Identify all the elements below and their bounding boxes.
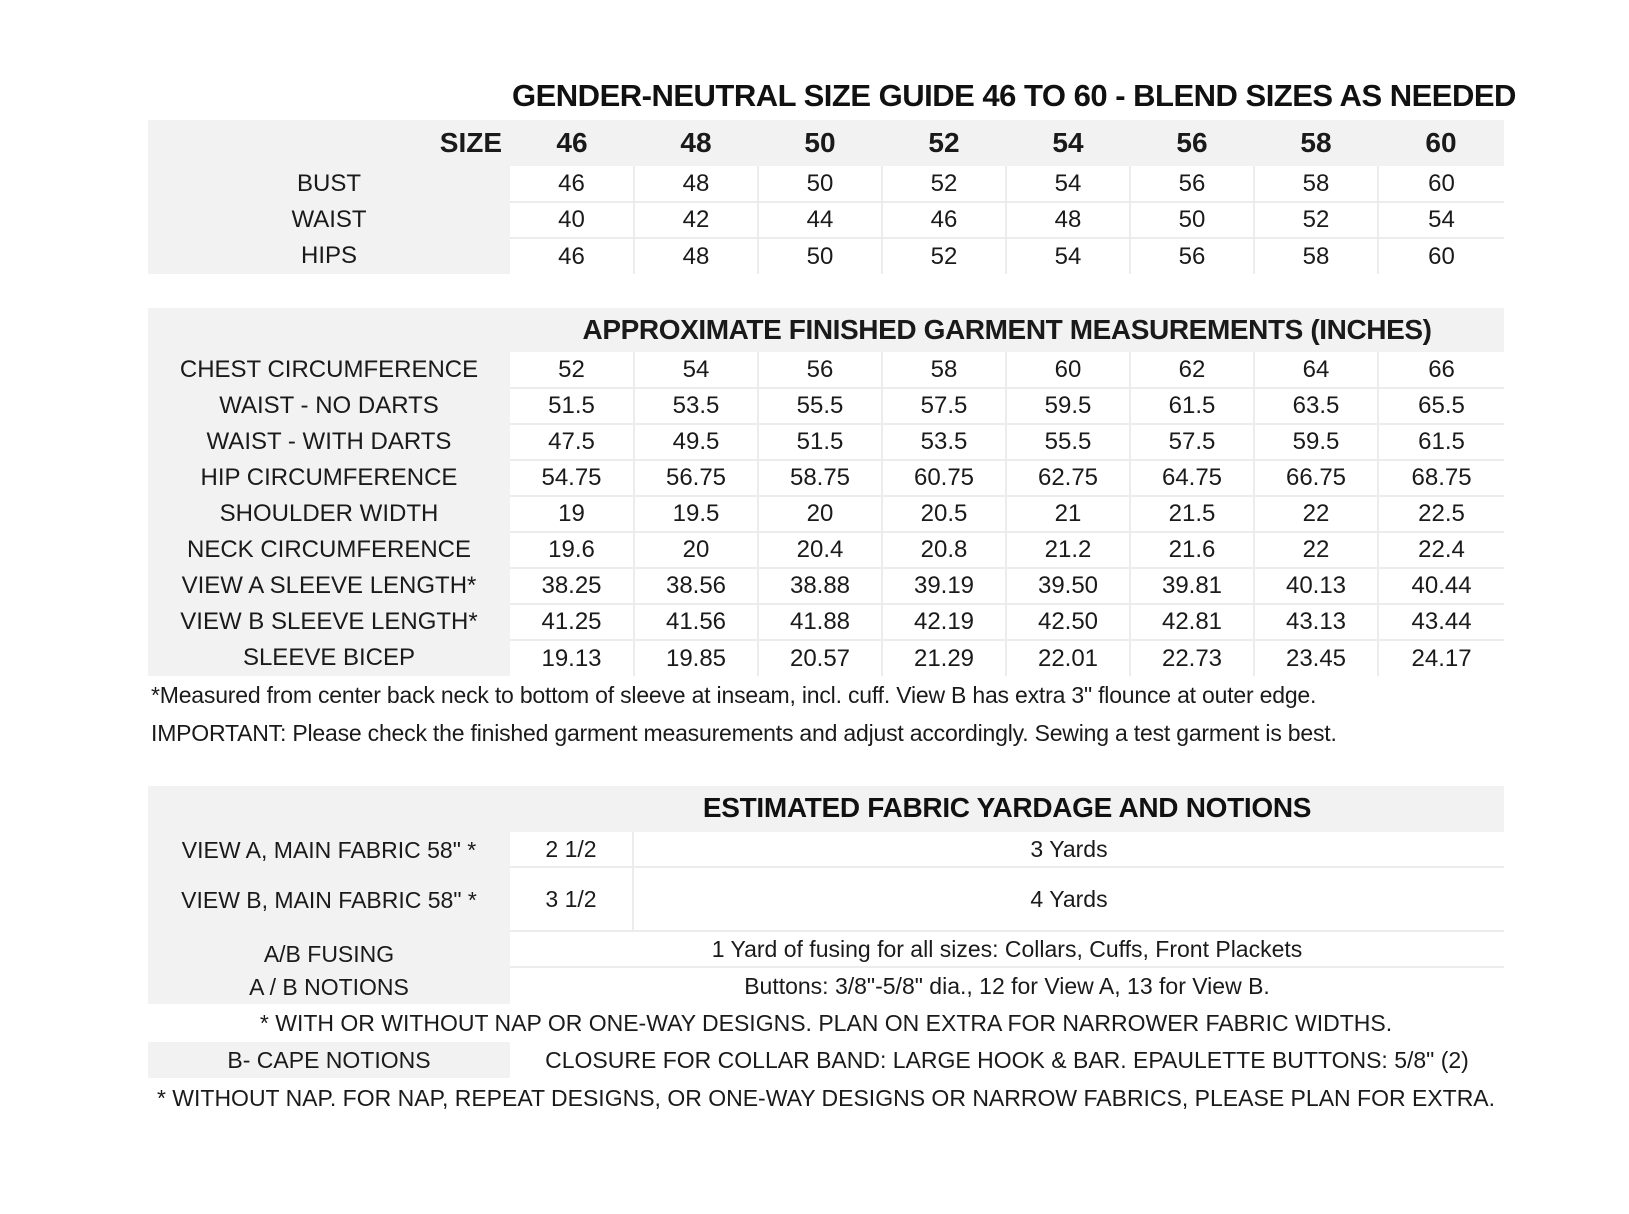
table-cell: 42.81 bbox=[1130, 604, 1254, 640]
table-cell: 23.45 bbox=[1254, 640, 1378, 676]
table-cell: 60 bbox=[1006, 352, 1130, 388]
garment-title-spacer bbox=[148, 308, 510, 352]
table-cell: 39.19 bbox=[882, 568, 1006, 604]
view-b-large-sizes: 4 Yards bbox=[634, 868, 1504, 932]
table-cell: 20.57 bbox=[758, 640, 882, 676]
table-cell: 66 bbox=[1378, 352, 1504, 388]
size-header: 50 bbox=[758, 120, 882, 166]
view-b-small-sizes: 3 1/2 bbox=[510, 868, 634, 932]
table-cell: 22.4 bbox=[1378, 532, 1504, 568]
table-cell: 38.56 bbox=[634, 568, 758, 604]
table-cell: 62.75 bbox=[1006, 460, 1130, 496]
size-header: 46 bbox=[510, 120, 634, 166]
table-cell: 68.75 bbox=[1378, 460, 1504, 496]
table-cell: 38.25 bbox=[510, 568, 634, 604]
row-label: VIEW B SLEEVE LENGTH* bbox=[148, 604, 510, 640]
table-cell: 54 bbox=[1378, 202, 1504, 238]
table-cell: 54.75 bbox=[510, 460, 634, 496]
table-cell: 38.88 bbox=[758, 568, 882, 604]
table-cell: 39.81 bbox=[1130, 568, 1254, 604]
table-cell: 61.5 bbox=[1130, 388, 1254, 424]
row-label: NECK CIRCUMFERENCE bbox=[148, 532, 510, 568]
table-cell: 53.5 bbox=[882, 424, 1006, 460]
table-cell: 66.75 bbox=[1254, 460, 1378, 496]
row-label: BUST bbox=[148, 166, 510, 202]
table-cell: 48 bbox=[1006, 202, 1130, 238]
table-cell: 63.5 bbox=[1254, 388, 1378, 424]
size-header: 48 bbox=[634, 120, 758, 166]
table-cell: 43.13 bbox=[1254, 604, 1378, 640]
cape-notions-label: B- CAPE NOTIONS bbox=[227, 1046, 431, 1073]
table-cell: 39.50 bbox=[1006, 568, 1130, 604]
table-cell: 64.75 bbox=[1130, 460, 1254, 496]
table-cell: 22.73 bbox=[1130, 640, 1254, 676]
table-cell: 19.13 bbox=[510, 640, 634, 676]
cape-notions-value: CLOSURE FOR COLLAR BAND: LARGE HOOK & BAR. EPAULETTE BUTTONS: 5/8" (2) bbox=[510, 1042, 1504, 1078]
table-cell: 60 bbox=[1378, 166, 1504, 202]
table-cell: 59.5 bbox=[1006, 388, 1130, 424]
table-cell: 55.5 bbox=[758, 388, 882, 424]
table-cell: 40.44 bbox=[1378, 568, 1504, 604]
row-label: WAIST - NO DARTS bbox=[148, 388, 510, 424]
table-cell: 61.5 bbox=[1378, 424, 1504, 460]
table-cell: 19.6 bbox=[510, 532, 634, 568]
view-b-label: VIEW B, MAIN FABRIC 58" * bbox=[181, 886, 477, 913]
view-a-large-sizes: 3 Yards bbox=[634, 832, 1504, 868]
size-header: 54 bbox=[1006, 120, 1130, 166]
table-cell: 56 bbox=[1130, 238, 1254, 274]
table-cell: 21.29 bbox=[882, 640, 1006, 676]
table-cell: 24.17 bbox=[1378, 640, 1504, 676]
table-cell: 22.01 bbox=[1006, 640, 1130, 676]
table-cell: 48 bbox=[634, 166, 758, 202]
table-cell: 49.5 bbox=[634, 424, 758, 460]
nap-note: * WITH OR WITHOUT NAP OR ONE-WAY DESIGNS. PLAN ON EXTRA FOR NARROWER FABRIC WIDTHS. bbox=[259, 1009, 1393, 1036]
size-header: 58 bbox=[1254, 120, 1378, 166]
table-cell: 52 bbox=[882, 166, 1006, 202]
table-cell: 50 bbox=[758, 166, 882, 202]
table-cell: 48 bbox=[634, 238, 758, 274]
table-cell: 21.2 bbox=[1006, 532, 1130, 568]
important-note: IMPORTANT: Please check the finished garment measurements and adjust accordingly. Sewing a test garment is best. bbox=[151, 720, 1337, 746]
table-cell: 56 bbox=[1130, 166, 1254, 202]
row-label: WAIST - WITH DARTS bbox=[148, 424, 510, 460]
table-cell: 21 bbox=[1006, 496, 1130, 532]
table-cell: 19.85 bbox=[634, 640, 758, 676]
table-cell: 40 bbox=[510, 202, 634, 238]
garment-measurements-table bbox=[148, 308, 1504, 676]
size-guide-table bbox=[148, 120, 1504, 274]
table-cell: 22 bbox=[1254, 496, 1378, 532]
table-cell: 50 bbox=[758, 238, 882, 274]
table-cell: 58 bbox=[1254, 166, 1378, 202]
table-cell: 64 bbox=[1254, 352, 1378, 388]
yardage-title: ESTIMATED FABRIC YARDAGE AND NOTIONS bbox=[702, 792, 1312, 823]
size-header: 52 bbox=[882, 120, 1006, 166]
table-cell: 19.5 bbox=[634, 496, 758, 532]
sleeve-measure-note: *Measured from center back neck to bottom of sleeve at inseam, incl. cuff. View B has extra 3" flounce at outer edge. bbox=[151, 682, 1317, 708]
table-cell: 21.6 bbox=[1130, 532, 1254, 568]
table-cell: 20.8 bbox=[882, 532, 1006, 568]
table-cell: 51.5 bbox=[758, 424, 882, 460]
size-guide-title: GENDER-NEUTRAL SIZE GUIDE 46 TO 60 - BLEND SIZES AS NEEDED bbox=[512, 78, 1516, 113]
table-cell: 52 bbox=[882, 238, 1006, 274]
row-label: SLEEVE BICEP bbox=[148, 640, 510, 676]
fusing-value: 1 Yard of fusing for all sizes: Collars, Cuffs, Front Plackets bbox=[510, 932, 1504, 968]
table-cell: 20.4 bbox=[758, 532, 882, 568]
table-cell: 65.5 bbox=[1378, 388, 1504, 424]
table-cell: 46 bbox=[882, 202, 1006, 238]
table-cell: 56.75 bbox=[634, 460, 758, 496]
table-cell: 46 bbox=[510, 238, 634, 274]
table-cell: 58 bbox=[1254, 238, 1378, 274]
table-cell: 53.5 bbox=[634, 388, 758, 424]
table-cell: 58 bbox=[882, 352, 1006, 388]
view-a-small-sizes: 2 1/2 bbox=[510, 832, 634, 868]
table-cell: 19 bbox=[510, 496, 634, 532]
table-cell: 54 bbox=[1006, 166, 1130, 202]
row-label: HIP CIRCUMFERENCE bbox=[148, 460, 510, 496]
table-cell: 41.25 bbox=[510, 604, 634, 640]
table-cell: 54 bbox=[634, 352, 758, 388]
notions-value: Buttons: 3/8"-5/8" dia., 12 for View A, 13 for View B. bbox=[510, 968, 1504, 1004]
table-cell: 52 bbox=[510, 352, 634, 388]
table-cell: 54 bbox=[1006, 238, 1130, 274]
table-cell: 20 bbox=[634, 532, 758, 568]
row-label: WAIST bbox=[148, 202, 510, 238]
row-label: VIEW A SLEEVE LENGTH* bbox=[148, 568, 510, 604]
table-cell: 62 bbox=[1130, 352, 1254, 388]
table-cell: 41.88 bbox=[758, 604, 882, 640]
table-cell: 50 bbox=[1130, 202, 1254, 238]
table-cell: 58.75 bbox=[758, 460, 882, 496]
table-cell: 20.5 bbox=[882, 496, 1006, 532]
table-cell: 51.5 bbox=[510, 388, 634, 424]
size-header-label: SIZE bbox=[148, 120, 510, 166]
table-cell: 43.44 bbox=[1378, 604, 1504, 640]
table-cell: 55.5 bbox=[1006, 424, 1130, 460]
table-cell: 41.56 bbox=[634, 604, 758, 640]
table-cell: 22 bbox=[1254, 532, 1378, 568]
fusing-label: A/B FUSING bbox=[263, 940, 395, 967]
table-cell: 57.5 bbox=[1130, 424, 1254, 460]
table-cell: 21.5 bbox=[1130, 496, 1254, 532]
table-cell: 46 bbox=[510, 166, 634, 202]
view-a-label: VIEW A, MAIN FABRIC 58" * bbox=[181, 836, 477, 863]
table-cell: 59.5 bbox=[1254, 424, 1378, 460]
table-cell: 42.50 bbox=[1006, 604, 1130, 640]
table-cell: 60 bbox=[1378, 238, 1504, 274]
table-cell: 44 bbox=[758, 202, 882, 238]
table-cell: 56 bbox=[758, 352, 882, 388]
table-cell: 60.75 bbox=[882, 460, 1006, 496]
table-cell: 47.5 bbox=[510, 424, 634, 460]
size-header: 60 bbox=[1378, 120, 1504, 166]
table-cell: 57.5 bbox=[882, 388, 1006, 424]
row-label: HIPS bbox=[148, 238, 510, 274]
table-cell: 40.13 bbox=[1254, 568, 1378, 604]
notions-label: A / B NOTIONS bbox=[249, 973, 409, 1000]
row-label: CHEST CIRCUMFERENCE bbox=[148, 352, 510, 388]
table-cell: 20 bbox=[758, 496, 882, 532]
size-header: 56 bbox=[1130, 120, 1254, 166]
final-note: * WITHOUT NAP. FOR NAP, REPEAT DESIGNS, OR ONE-WAY DESIGNS OR NARROW FABRICS, PLEASE PLAN FOR EXTRA. bbox=[156, 1084, 1496, 1111]
garment-title: APPROXIMATE FINISHED GARMENT MEASUREMENTS (INCHES) bbox=[510, 308, 1504, 352]
table-cell: 42 bbox=[634, 202, 758, 238]
row-label: SHOULDER WIDTH bbox=[148, 496, 510, 532]
table-cell: 22.5 bbox=[1378, 496, 1504, 532]
table-cell: 42.19 bbox=[882, 604, 1006, 640]
table-cell: 52 bbox=[1254, 202, 1378, 238]
